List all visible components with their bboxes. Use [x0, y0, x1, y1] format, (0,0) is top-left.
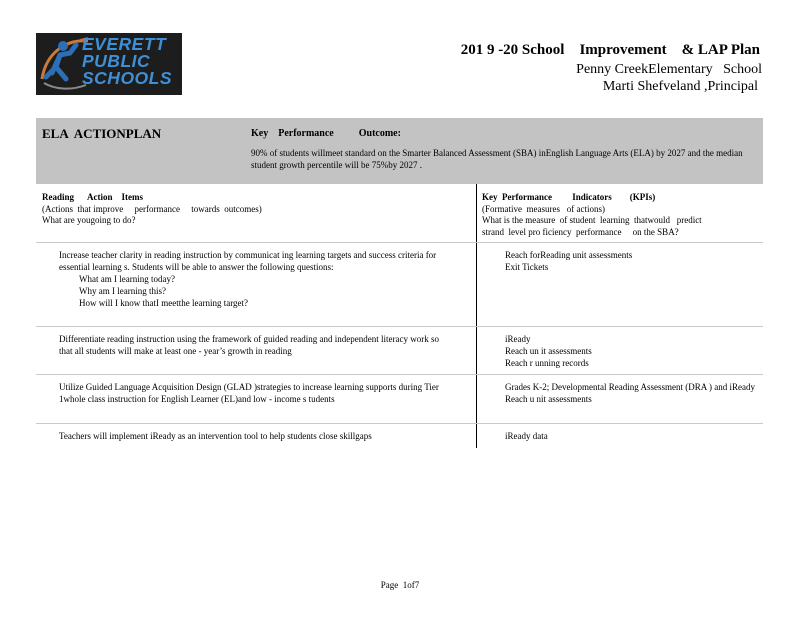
- kpi-item: Reach forReading unit assessments: [505, 250, 633, 260]
- school-name: Penny CreekElementary School: [576, 62, 762, 77]
- kpi-list: [482, 381, 760, 405]
- kpi-item: Reach r unning records: [505, 358, 589, 368]
- district-logo: [36, 33, 182, 95]
- outcome-band: [36, 118, 763, 184]
- action-item: Teachers will implement iReady as an intervention tool to help students close skillgaps: [59, 431, 372, 441]
- action-plan-title: ELA ACTIONPLAN: [42, 126, 162, 141]
- action-item: Increase teacher clarity in reading instruction by communicat ing learning targets and success criteria for essential learning s. Students will be able to answer the following questions:: [59, 250, 437, 272]
- kpi-item: iReady data: [505, 431, 548, 441]
- kpi-item: iReady: [505, 334, 531, 344]
- key-performance-outcome-label: Key Performance Outcome:: [251, 128, 401, 139]
- kpi-list: [482, 249, 752, 273]
- actions-column-header: Reading Action Items (Actions that improve performance towards outcomes) What are yougoing to do?: [42, 192, 262, 225]
- kpi-item: Exit Tickets: [505, 262, 549, 272]
- kpi-item: Reach un it assessments: [505, 346, 592, 356]
- action-item: Utilize Guided Language Acquisition Design (GLAD )strategies to increase learning supports during Tier 1whole class instruction for English Learner (EL)and low - income s tudents: [59, 382, 439, 404]
- kpi-item: Grades K-2; Developmental Reading Assessment (DRA ) and iReady: [505, 382, 755, 392]
- column-divider: [476, 184, 477, 448]
- question-item: What am I learning today?: [79, 274, 175, 284]
- table-row: [36, 430, 466, 442]
- table-row: [36, 249, 451, 309]
- row-divider: [36, 242, 763, 243]
- plan-title: 201 9 -20 School Improvement & LAP Plan: [460, 42, 760, 58]
- action-item: Differentiate reading instruction using the framework of guided reading and independent literacy work so that all students will make at least one - year’s growth in reading: [59, 334, 439, 356]
- row-divider: [36, 326, 763, 327]
- principal-name: Marti Shefveland ,Principal: [602, 79, 758, 94]
- row-divider: [36, 374, 763, 375]
- table-row: [36, 333, 451, 357]
- key-performance-outcome-text: 90% of students willmeet standard on the Smarter Balanced Assessment (SBA) inEnglish Language Arts (ELA) by 2027 and the median student growth percentile will be 75%by 2027 .: [251, 148, 743, 170]
- question-item: How will I know thatI meetthe learning target?: [79, 298, 249, 308]
- kpi-list: [482, 430, 752, 442]
- table-row: [36, 381, 451, 405]
- kpi-column-header: Key Performance Indicators (KPIs) (Formative measures of actions) What is the measure of student learning thatwould predict strand level pro ficiency performance on the SBA?: [482, 192, 702, 237]
- kpi-item: Reach u nit assessments: [505, 394, 592, 404]
- kpi-list: [482, 333, 752, 369]
- logo-wordmark: EVERETT PUBLIC SCHOOLS: [82, 34, 173, 88]
- question-item: Why am I learning this?: [79, 286, 166, 296]
- page-number: Page 1of7: [380, 580, 420, 590]
- row-divider: [36, 423, 763, 424]
